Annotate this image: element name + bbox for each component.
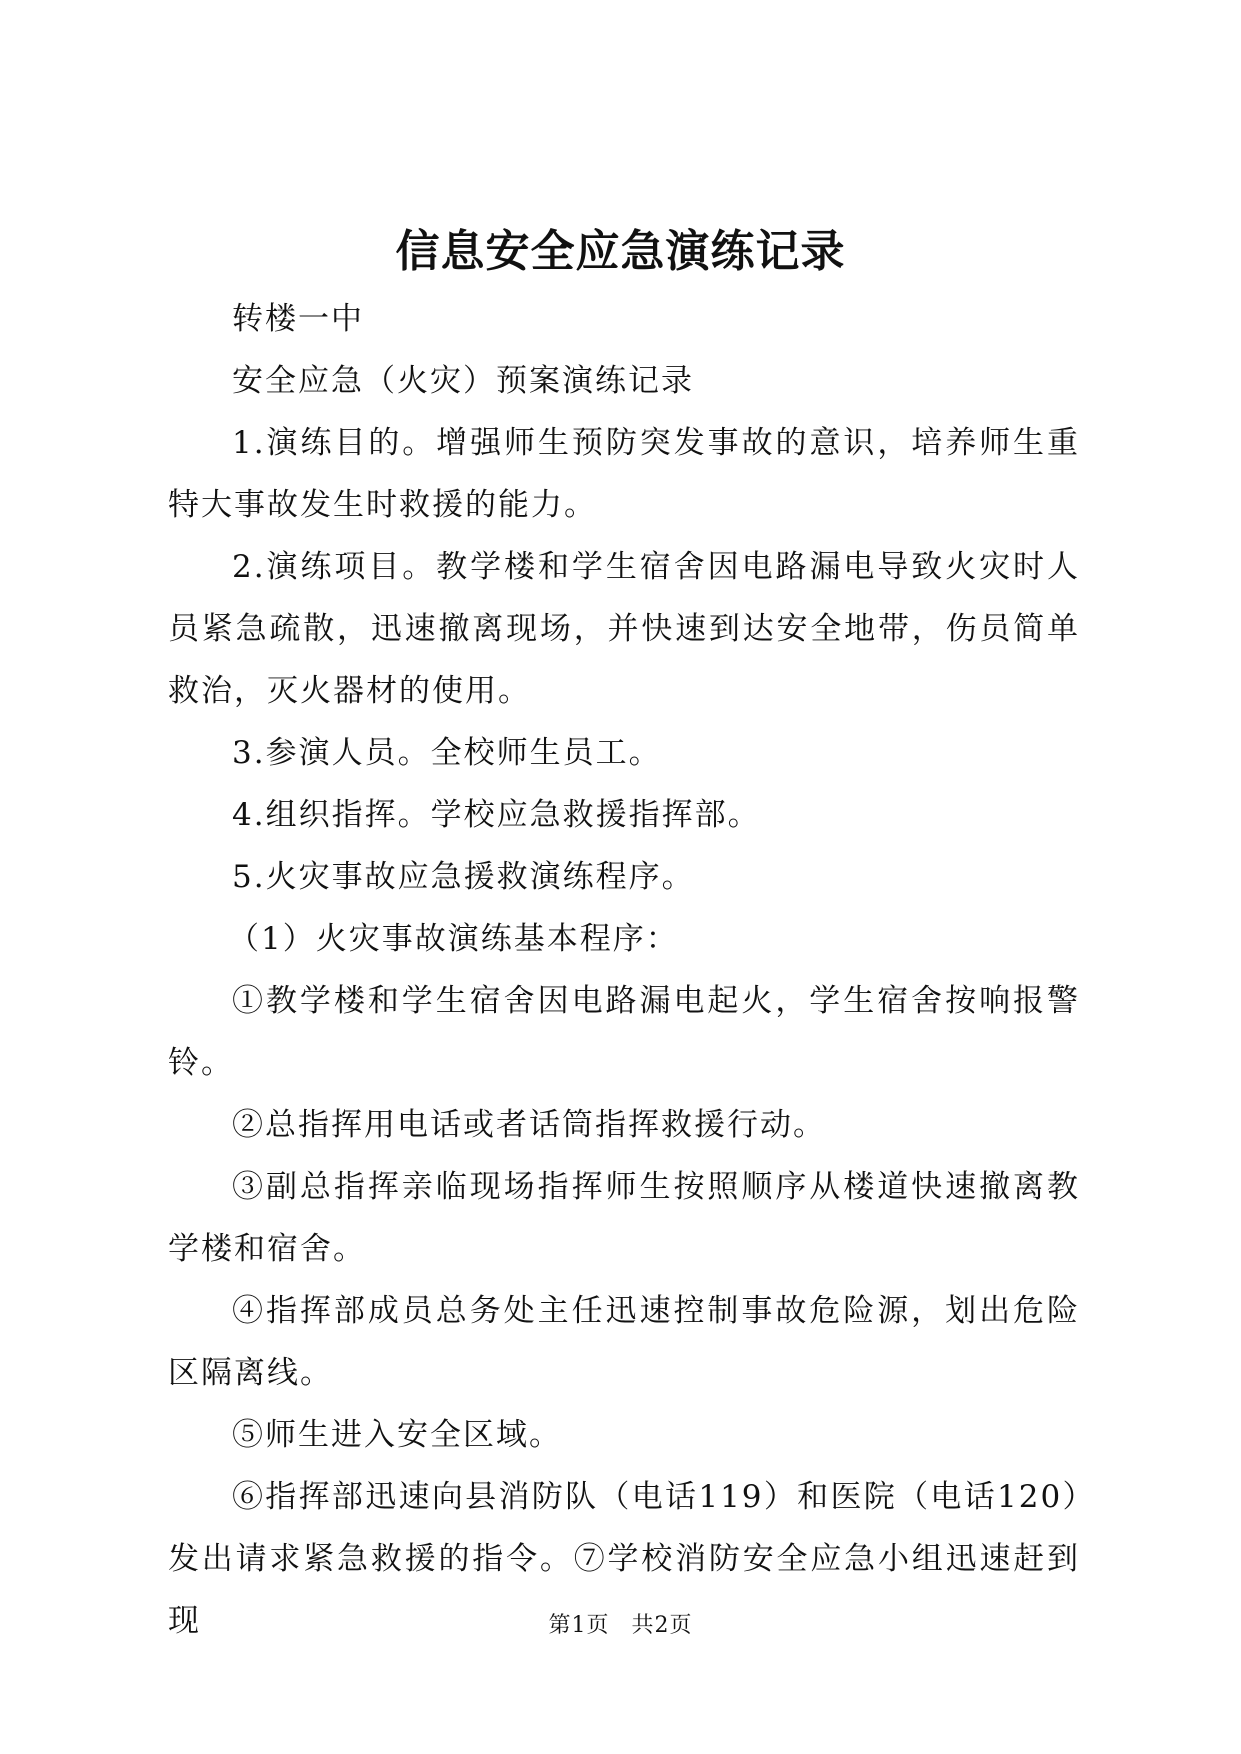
paragraph-step-6: ⑥指挥部迅速向县消防队（电话119）和医院（电话120）发出请求紧急救援的指令。⑦学校消防安全应急小组迅速赶到现 (168, 1479, 1080, 1639)
paragraph-step-2: ②总指挥用电话或者话筒指挥救援行动。 (232, 1107, 826, 1143)
paragraph-school: 转楼一中 (232, 301, 364, 337)
paragraph-basic-procedure: （1）火灾事故演练基本程序： (228, 921, 679, 957)
paragraph-step-4: ④指挥部成员总务处主任迅速控制事故危险源，划出危险区隔离线。 (168, 1293, 1080, 1391)
page-total: 共2页 (631, 1613, 693, 1638)
paragraph-step-1: ①教学楼和学生宿舍因电路漏电起火，学生宿舍按响报警铃。 (168, 983, 1080, 1081)
paragraph-step-5: ⑤师生进入安全区域。 (232, 1417, 562, 1453)
document-body (168, 288, 1080, 1652)
paragraph-step-3: ③副总指挥亲临现场指挥师生按照顺序从楼道快速撤离教学楼和宿舍。 (168, 1169, 1080, 1267)
paragraph-command: 4.组织指挥。学校应急救援指挥部。 (232, 797, 761, 833)
page-number: 第1页 (548, 1613, 610, 1638)
paragraph-record-title: 安全应急（火灾）预案演练记录 (232, 363, 694, 399)
paragraph-project: 2.演练项目。教学楼和学生宿舍因电路漏电导致火灾时人员紧急疏散，迅速撤离现场，并快速到达安全地带，伤员简单救治，灭火器材的使用。 (168, 549, 1080, 709)
document-title: 信息安全应急演练记录 (395, 226, 846, 277)
page-footer (0, 1610, 1241, 1642)
paragraph-purpose: 1.演练目的。增强师生预防突发事故的意识，培养师生重特大事故发生时救援的能力。 (168, 425, 1080, 523)
paragraph-participants: 3.参演人员。全校师生员工。 (232, 735, 662, 771)
paragraph-procedure: 5.火灾事故应急援救演练程序。 (232, 859, 695, 895)
